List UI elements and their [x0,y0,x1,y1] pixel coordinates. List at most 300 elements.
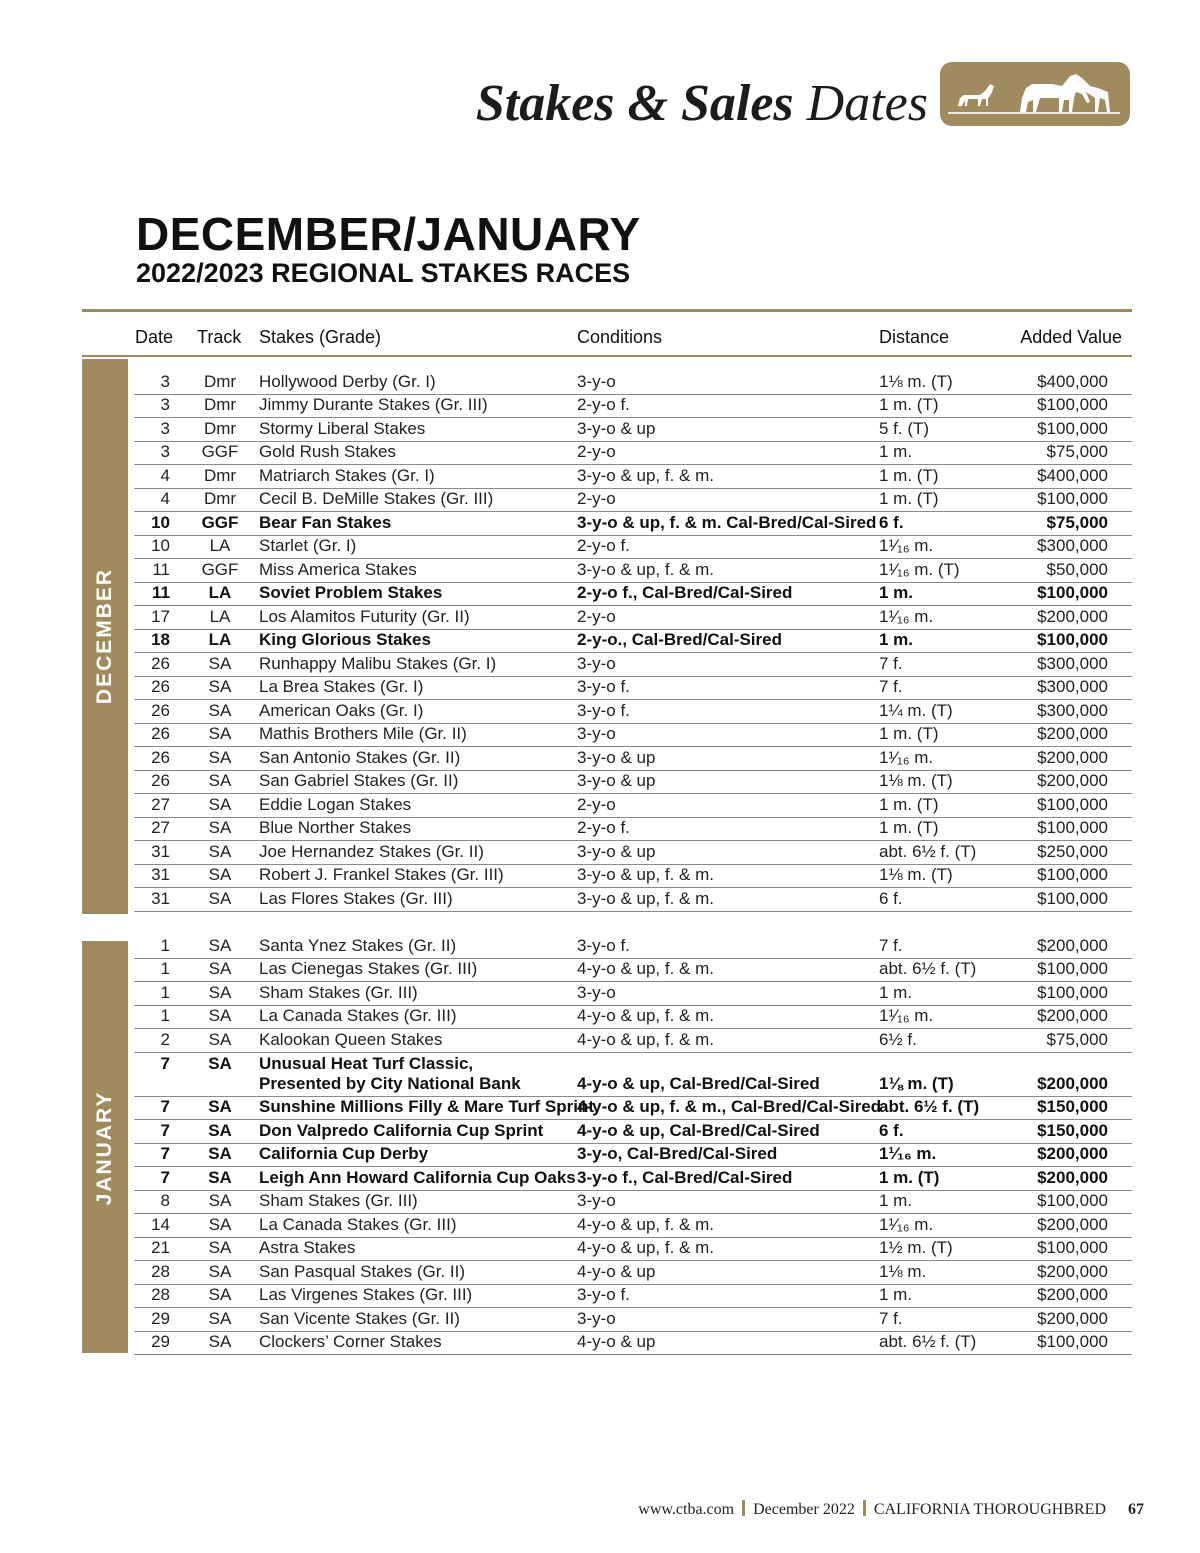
race-stakes-name: Mathis Brothers Mile (Gr. II) [259,724,467,743]
race-date: 3 [160,395,170,414]
race-track: SA [208,1097,232,1116]
column-header-distance: Distance [879,327,950,347]
top-divider [82,309,1132,312]
race-distance: 6 f. [879,888,903,908]
race-track: Dmr [203,465,237,485]
race-stakes-name: Las Cienegas Stakes (Gr. III) [259,959,478,978]
table-row [134,1143,1132,1168]
race-conditions: 4-y-o & up, f. & m. [577,1238,714,1257]
race-added-value: $300,000 [1037,536,1108,555]
header-title-regular: Dates [806,75,928,132]
race-track: SA [208,1285,232,1304]
table-row [134,652,1132,677]
table-row [134,558,1132,583]
table-row [134,370,1132,395]
race-date: 3 [160,442,170,461]
race-added-value: $300,000 [1037,700,1108,720]
race-distance: 1 m. [879,442,913,461]
race-stakes-name: La Canada Stakes (Gr. III) [259,1006,457,1025]
race-distance: 1 m. [879,583,914,602]
race-conditions: 3-y-o & up, f. & m. [577,865,714,884]
race-conditions: 2-y-o f. [577,395,630,414]
page-footer [638,1500,1144,1519]
footer-site: www.ctba.com [638,1501,735,1518]
race-distance: 1¼ m. (T) [879,700,953,720]
race-added-value: $300,000 [1037,677,1108,696]
race-date: 28 [151,1285,170,1304]
race-conditions: 3-y-o f. [577,935,630,955]
race-stakes-name-line1: Unusual Heat Turf Classic, [259,1053,474,1073]
race-distance: 1 m. [879,982,913,1002]
race-date: 29 [151,1308,170,1328]
race-distance: 1⅛ m. (T) [879,865,953,884]
table-row [134,1096,1132,1121]
race-distance: 7 f. [879,935,903,955]
race-date: 7 [160,1144,170,1163]
race-stakes-name: Sham Stakes (Gr. III) [259,982,418,1002]
race-added-value: $100,000 [1037,1238,1108,1257]
race-added-value: $150,000 [1037,1097,1108,1116]
race-distance: 1 m. [879,1191,913,1210]
race-conditions: 3-y-o & up [577,841,656,861]
race-date: 27 [151,818,170,837]
race-date: 7 [160,1167,170,1187]
race-conditions: 3-y-o & up [577,747,656,767]
race-conditions: 3-y-o f. [577,677,630,696]
table-row [134,676,1132,701]
race-date: 10 [151,536,170,555]
race-added-value: $200,000 [1037,747,1108,767]
horses-logo-icon [940,62,1130,126]
race-date: 31 [151,865,170,884]
race-distance: 1¹⁄₁₆ m. [879,1006,934,1025]
race-added-value: $200,000 [1037,1261,1108,1281]
race-distance: 1 m. [879,1285,913,1304]
race-stakes-name: Hollywood Derby (Gr. I) [259,371,436,391]
race-track: SA [208,982,232,1002]
race-stakes-name: Kalookan Queen Stakes [259,1029,443,1049]
race-date: 14 [151,1214,170,1234]
race-track: Dmr [203,418,237,438]
race-stakes-name: Jimmy Durante Stakes (Gr. III) [259,395,488,414]
column-header-conditions: Conditions [577,327,663,347]
race-track: Dmr [203,395,237,414]
table-row [134,1284,1132,1309]
race-track: SA [208,1238,232,1257]
race-conditions: 2-y-o [577,794,616,814]
race-stakes-name: Las Virgenes Stakes (Gr. III) [259,1285,473,1304]
header-title-bold: Stakes & Sales [475,75,794,132]
page-number: 67 [1128,1501,1144,1518]
race-distance: abt. 6½ f. (T) [879,1097,980,1116]
race-conditions: 2-y-o f. [577,536,630,555]
race-distance: 1¹⁄₁₆ m. [879,536,934,555]
race-distance: 1 m. (T) [879,1167,940,1187]
race-track: SA [208,888,232,908]
race-date: 26 [151,653,170,673]
race-added-value: $100,000 [1037,418,1108,438]
race-conditions: 3-y-o, Cal-Bred/Cal-Sired [577,1144,778,1163]
race-conditions: 4-y-o & up, f. & m. [577,1006,714,1025]
race-distance: 1⅛ m. [879,1261,927,1281]
race-added-value: $200,000 [1037,606,1108,626]
footer-publication: CALIFORNIA THOROUGHBRED [873,1501,1106,1518]
table-row [134,1005,1132,1030]
race-stakes-name: Stormy Liberal Stakes [259,418,426,438]
race-track: LA [208,583,232,602]
race-conditions: 3-y-o & up [577,418,656,438]
column-header-added-value: Added Value [1020,327,1122,347]
table-row [134,934,1132,959]
race-stakes-name: Runhappy Malibu Stakes (Gr. I) [259,653,497,673]
race-stakes-name: Robert J. Frankel Stakes (Gr. III) [259,865,504,884]
race-distance: abt. 6½ f. (T) [879,841,977,861]
race-track: SA [208,818,232,837]
race-stakes-name: American Oaks (Gr. I) [259,700,424,720]
table-row [134,699,1132,724]
race-distance: 1¹⁄₁₆ m. [879,747,934,767]
race-track: SA [208,700,232,720]
race-conditions: 3-y-o [577,1308,616,1328]
race-distance: 7 f. [879,677,903,696]
race-added-value: $100,000 [1037,794,1108,814]
race-date: 1 [160,982,170,1002]
race-added-value: $100,000 [1037,1191,1108,1210]
race-added-value: $200,000 [1037,1167,1108,1187]
race-distance: 1½ m. (T) [879,1238,953,1257]
column-header-date: Date [135,327,174,347]
table-row [134,840,1132,865]
race-distance: 6½ f. [879,1029,917,1049]
race-stakes-name: Presented by City National Bank [259,1073,521,1093]
race-track: SA [208,1167,232,1187]
race-date: 18 [151,630,170,649]
table-row [134,417,1132,442]
page-subtitle: 2022/2023 REGIONAL STAKES RACES [136,258,631,288]
race-added-value: $200,000 [1037,935,1108,955]
race-conditions: 3-y-o [577,653,616,673]
race-track: GGF [201,442,239,461]
race-track: SA [208,1006,232,1025]
race-stakes-name: Astra Stakes [259,1238,356,1257]
table-row [134,488,1132,513]
race-added-value: $200,000 [1037,771,1108,790]
race-stakes-name: Cecil B. DeMille Stakes (Gr. III) [259,489,494,508]
race-stakes-name: San Gabriel Stakes (Gr. II) [259,771,459,790]
race-added-value: $100,000 [1037,982,1108,1002]
race-stakes-name: San Pasqual Stakes (Gr. II) [259,1261,465,1281]
race-conditions: 4-y-o & up, f. & m., Cal-Bred/Cal-Sired [577,1097,882,1116]
race-added-value: $100,000 [1037,888,1108,908]
table-row [134,958,1132,983]
race-date: 1 [160,959,170,978]
race-distance: 1¹⁄₁₆ m. [879,1214,934,1234]
page-title: DECEMBER/JANUARY [136,208,641,260]
race-added-value: $100,000 [1037,865,1108,884]
race-conditions: 3-y-o & up, f. & m. Cal-Bred/Cal-Sired [577,512,877,532]
table-row [134,1052,1132,1097]
race-stakes-name: Sunshine Millions Filly & Mare Turf Sprint [259,1097,594,1116]
race-stakes-name: La Canada Stakes (Gr. III) [259,1214,457,1234]
race-distance: 1¹⁄₁₆ m. (T) [879,559,960,579]
page-header-title [476,74,928,133]
race-date: 26 [151,724,170,743]
race-conditions: 3-y-o f. [577,1285,630,1304]
race-conditions: 3-y-o [577,724,616,743]
race-stakes-name: Don Valpredo California Cup Sprint [259,1120,544,1140]
race-added-value: $200,000 [1037,1073,1108,1093]
race-distance: 1⅛ m. (T) [879,371,953,391]
race-added-value: $150,000 [1037,1120,1108,1140]
column-header-stakes: Stakes (Grade) [259,327,382,347]
race-added-value: $75,000 [1046,1029,1108,1049]
month-label-january: JANUARY [93,1090,116,1206]
race-distance: 1¹⁄₁₆ m. [879,1144,937,1163]
race-conditions: 3-y-o [577,1191,616,1210]
race-track: SA [208,935,232,955]
race-date: 28 [151,1261,170,1281]
column-header-track: Track [197,327,242,347]
race-stakes-name: Blue Norther Stakes [259,818,412,837]
race-track: SA [208,959,232,978]
race-conditions: 2-y-o [577,442,616,461]
race-stakes-name: Clockers’ Corner Stakes [259,1332,442,1351]
table-row [134,981,1132,1006]
race-added-value: $300,000 [1037,653,1108,673]
race-conditions: 3-y-o [577,982,616,1002]
race-stakes-name: Matriarch Stakes (Gr. I) [259,465,435,485]
race-conditions: 3-y-o & up, f. & m. [577,559,714,579]
race-added-value: $200,000 [1037,1214,1108,1234]
race-distance: 1⅛ m. (T) [879,1073,954,1093]
race-date: 8 [160,1191,170,1210]
race-track: SA [208,677,232,696]
race-date: 7 [160,1120,170,1140]
race-conditions: 3-y-o & up, f. & m. [577,465,714,485]
race-conditions: 3-y-o f. [577,700,630,720]
race-date: 21 [151,1238,170,1257]
race-stakes-name: Leigh Ann Howard California Cup Oaks [259,1167,576,1187]
table-row [134,793,1132,818]
race-track: SA [208,1308,232,1328]
race-stakes-name: Sham Stakes (Gr. III) [259,1191,418,1210]
race-date: 10 [151,512,170,532]
race-date: 4 [160,489,170,508]
table-row [134,629,1132,654]
race-conditions: 2-y-o [577,489,616,508]
table-row [134,1028,1132,1053]
race-stakes-name: La Brea Stakes (Gr. I) [259,677,424,696]
race-track: Dmr [203,489,237,508]
race-track: SA [208,724,232,743]
race-added-value: $75,000 [1046,442,1108,461]
race-date: 11 [152,583,170,602]
table-row [134,535,1132,560]
race-date: 3 [160,418,170,438]
race-conditions: 3-y-o [577,371,616,391]
table-row [134,1166,1132,1191]
race-track: SA [208,771,232,790]
race-track: Dmr [203,371,237,391]
race-stakes-name: Gold Rush Stakes [259,442,397,461]
race-added-value: $250,000 [1037,841,1108,861]
race-distance: 1 m. (T) [879,465,939,485]
race-stakes-name: Joe Hernandez Stakes (Gr. II) [259,841,484,861]
race-added-value: $200,000 [1037,724,1108,743]
race-conditions: 4-y-o & up, Cal-Bred/Cal-Sired [577,1073,820,1093]
race-stakes-name: Starlet (Gr. I) [259,536,357,555]
race-date: 31 [151,888,170,908]
race-added-value: $100,000 [1037,583,1108,602]
race-conditions: 4-y-o & up, f. & m. [577,1029,714,1049]
race-added-value: $400,000 [1037,465,1108,485]
race-stakes-name: King Glorious Stakes [259,630,431,649]
race-date: 11 [152,559,170,579]
race-track: SA [208,1332,232,1351]
table-row [134,1237,1132,1262]
header-divider [82,355,1132,357]
race-track: SA [208,653,232,673]
table-row [134,1331,1132,1356]
month-label-december: DECEMBER [93,567,116,705]
race-distance: 1¹⁄₁₆ m. [879,606,934,626]
race-conditions: 2-y-o f. [577,818,630,837]
table-row [134,746,1132,771]
race-date: 2 [160,1029,170,1049]
race-track: SA [208,1214,232,1234]
race-track: LA [209,536,231,555]
race-stakes-name: Eddie Logan Stakes [259,794,412,814]
table-row [134,1307,1132,1332]
race-distance: 7 f. [879,1308,903,1328]
race-distance: 1 m. [879,630,914,649]
table-row [134,441,1132,466]
race-date: 4 [160,465,170,485]
race-added-value: $50,000 [1046,559,1108,579]
race-date: 7 [160,1097,170,1116]
race-date: 26 [151,677,170,696]
footer-separator [742,1500,745,1516]
race-added-value: $75,000 [1046,512,1108,532]
race-date: 31 [151,841,170,861]
race-date: 17 [151,606,170,626]
race-distance: 1 m. (T) [879,794,939,814]
race-stakes-name: California Cup Derby [259,1144,429,1163]
race-conditions: 2-y-o., Cal-Bred/Cal-Sired [577,630,782,649]
race-conditions: 4-y-o & up [577,1261,656,1281]
race-stakes-name: San Vicente Stakes (Gr. II) [259,1308,460,1328]
race-conditions: 3-y-o & up [577,771,656,790]
race-date: 1 [160,935,170,955]
race-track: SA [208,747,232,767]
footer-separator [863,1500,866,1516]
race-stakes-name: Miss America Stakes [259,559,417,579]
race-stakes-name: Soviet Problem Stakes [259,583,443,602]
race-added-value: $200,000 [1037,1308,1108,1328]
race-added-value: $100,000 [1037,1332,1108,1351]
race-conditions: 4-y-o & up [577,1332,656,1351]
race-date: 26 [151,771,170,790]
race-distance: 6 f. [879,1120,904,1140]
footer-issue: December 2022 [753,1501,855,1518]
table-row [134,864,1132,889]
race-date: 26 [151,747,170,767]
table-row [134,394,1132,419]
race-stakes-name: San Antonio Stakes (Gr. II) [259,747,461,767]
table-row [134,1213,1132,1238]
race-stakes-name: Bear Fan Stakes [259,512,392,532]
race-date: 29 [151,1332,170,1351]
race-conditions: 4-y-o & up, Cal-Bred/Cal-Sired [577,1120,820,1140]
race-track: LA [208,630,232,649]
race-added-value: $200,000 [1037,1285,1108,1304]
race-distance: 1 m. (T) [879,724,939,743]
race-track: SA [208,1120,232,1140]
race-added-value: $200,000 [1037,1144,1108,1163]
race-track: LA [209,606,231,626]
race-conditions: 3-y-o f., Cal-Bred/Cal-Sired [577,1167,793,1187]
race-stakes-name: Los Alamitos Futurity (Gr. II) [259,606,470,626]
race-added-value: $200,000 [1037,1006,1108,1025]
race-added-value: $100,000 [1037,959,1108,978]
race-conditions: 2-y-o f., Cal-Bred/Cal-Sired [577,583,793,602]
race-distance: abt. 6½ f. (T) [879,1332,977,1351]
table-row [134,511,1132,536]
race-added-value: $100,000 [1037,818,1108,837]
race-date: 26 [151,700,170,720]
race-track: SA [208,1053,232,1073]
race-track: SA [208,794,232,814]
race-stakes-name: Santa Ynez Stakes (Gr. II) [259,935,457,955]
race-added-value: $100,000 [1037,395,1108,414]
race-date: 7 [160,1053,170,1073]
table-row [134,464,1132,489]
table-row [134,1260,1132,1285]
race-date: 3 [160,371,170,391]
table-row [134,1190,1132,1215]
race-track: SA [208,1261,232,1281]
race-distance: 6 f. [879,512,904,532]
table-row [134,582,1132,607]
race-added-value: $100,000 [1037,489,1108,508]
race-track: SA [208,841,232,861]
race-stakes-name: Las Flores Stakes (Gr. III) [259,888,453,908]
race-track: GGF [201,559,239,579]
race-conditions: 3-y-o & up, f. & m. [577,888,714,908]
race-conditions: 4-y-o & up, f. & m. [577,1214,714,1234]
table-row [134,817,1132,842]
race-date: 27 [151,794,170,814]
race-track: SA [208,865,232,884]
race-conditions: 4-y-o & up, f. & m. [577,959,714,978]
race-distance: 5 f. (T) [879,418,930,438]
race-track: SA [208,1144,232,1163]
race-track: SA [208,1029,232,1049]
table-row [134,1119,1132,1144]
race-added-value: $100,000 [1037,630,1108,649]
race-distance: 1 m. (T) [879,395,939,414]
race-date: 1 [160,1006,170,1025]
race-distance: 1⅛ m. (T) [879,771,953,790]
race-track: GGF [201,512,239,532]
table-row [134,723,1132,748]
race-added-value: $400,000 [1037,371,1108,391]
table-row [134,887,1132,912]
race-distance: 1 m. (T) [879,818,939,837]
race-track: SA [208,1191,232,1210]
race-conditions: 2-y-o [577,606,616,626]
race-distance: abt. 6½ f. (T) [879,959,977,978]
